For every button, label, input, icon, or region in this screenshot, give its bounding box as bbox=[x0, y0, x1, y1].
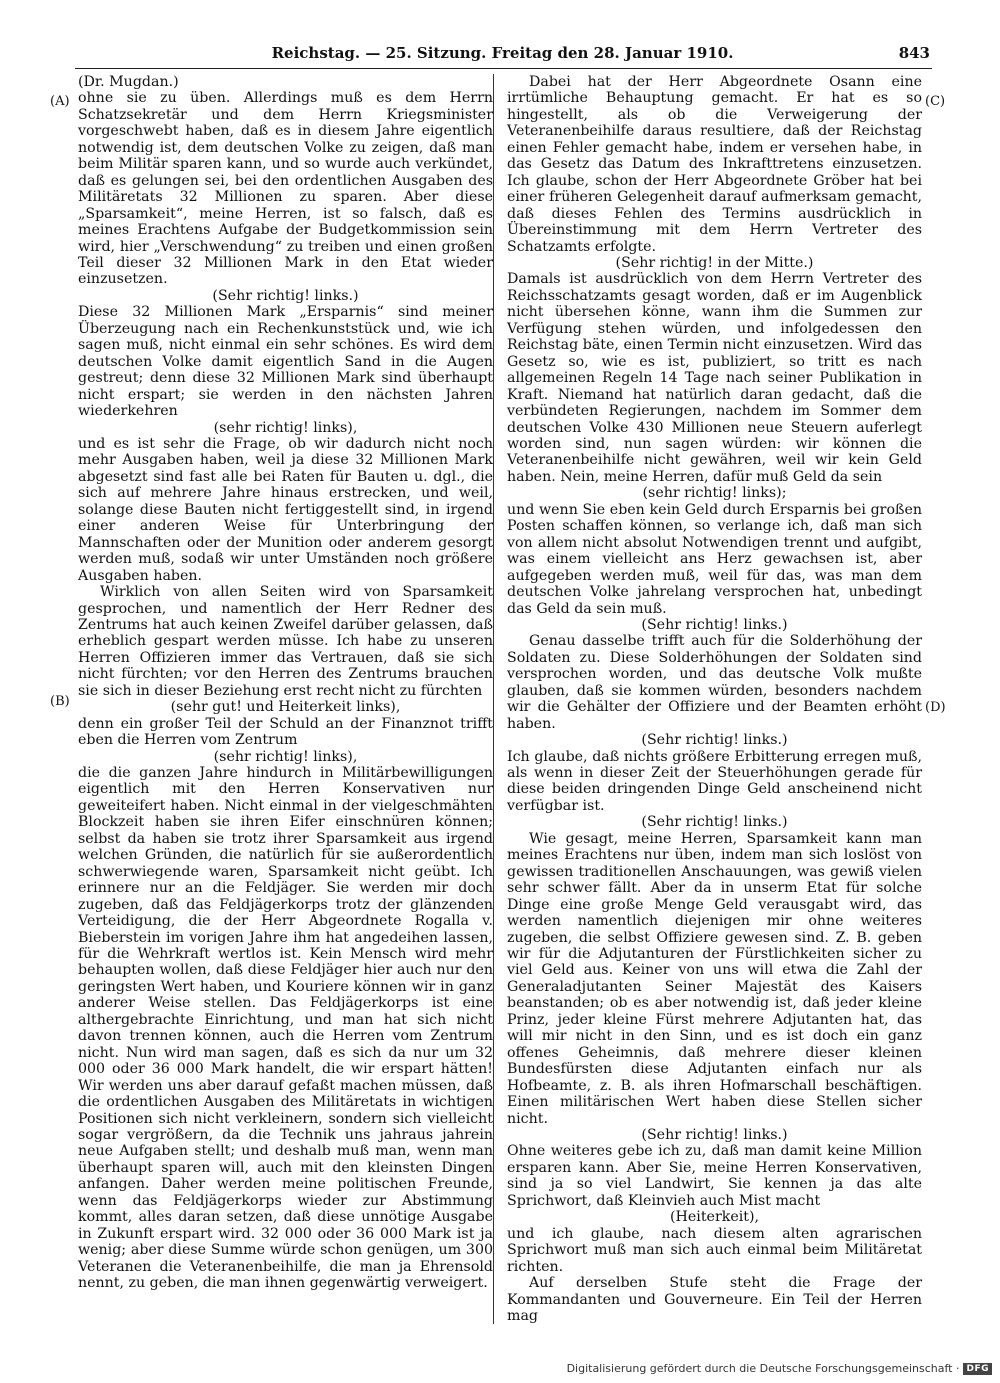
left-column bbox=[78, 74, 493, 1292]
paragraph: und es ist sehr die Frage, ob wir dadurch nicht noch mehr Ausgaben haben, weil ja diese 32 Millionen Mark abgesetzt sind fast alle bei Raten für Bauten u. dgl., die sich auf mehrere Jahre hinaus erstrecken, und weil, solange diese Bauten nicht fertiggestellt sind, in irgend einer anderen Weise für Unterbringung der Mannschaften oder der Munition oder anderem gesorgt werden muß, sodaß wir unter Umständen noch größere Ausgaben haben. bbox=[78, 435, 493, 584]
paragraph: die die ganzen Jahre hindurch in Militärbewilligungen eigentlich mit den Herren Konservativen nur geweiteifert haben. Nicht einmal in der vielgeschmähten Blockzeit haben sie ihren Eifer einschnüren können; selbst da haben sie trotz ihrer Sparsamkeit aus irgend welchen Gründen, die natürlich für sie außerordentlich schwerwiegende waren, Sparsamkeit nicht geübt. Ich erinnere nur an die Feldjäger. Sie werden mir doch zugeben, daß das Feldjägerkorps trotz der glänzenden Verteidigung, die der Herr Abgeordnete Rogalla v. Bieberstein im vorigen Jahre ihm hat angedeihen lassen, für die Wehrkraft wertlos ist. Kein Mensch wird mehr behaupten wollen, daß diese Feldjäger hier auch nur den geringsten Wert haben, und Kouriere können wir in ganz anderer Weise stellen. Das Feldjägerkorps ist eine althergebrachte Einrichtung, und man hat sich nicht davon trennen können, auch die Herren vom Zentrum nicht. Nun wird man sagen, daß es sich da nur um 32 000 oder 36 000 Mark handelt, die wir erspart hätten! Wir werden uns aber darauf gefaßt machen müssen, daß die ordentlichen Ausgaben des Militäretats in wichtigen Positionen sich nicht verkleinern, sondern sich vielleicht sogar vergrößern, da die Technik uns jahraus jahrein neue Aufgaben stellt; und deshalb muß man, wenn man überhaupt sparen will, auch mit den kleinsten Dingen anfangen. Daher werden meine politischen Freunde, wenn das Feldjägerkorps wieder zur Abstimmung kommt, alles daran setzen, daß diese unnötige Ausgabe in Zukunft erspart wird. 32 000 oder 36 000 Mark ist ja wenig; aber diese Summe würde schon genügen, um 300 Veteranen die Veteranenbeihilfe, die man ja Ehrensold nennt, zu geben, die man ihnen gegenwärtig verweigert. bbox=[78, 765, 493, 1292]
right-column bbox=[507, 74, 922, 1324]
margin-marker-a: (A) bbox=[50, 94, 70, 109]
paragraph: Ich glaube, daß nichts größere Erbitterung erregen muß, als wenn in dieser Zeit der Steuerhöhungen gerade für diese beiden dringenden Dinge Geld anscheinend nicht verfügbar ist. bbox=[507, 748, 922, 814]
interjection: (Sehr richtig! links.) bbox=[212, 287, 359, 304]
paragraph: Ohne weiteres gebe ich zu, daß man damit keine Million ersparen kann. Aber Sie, meine Herren Konservativen, sind ja so viel Landwirt, Sie kennen ja das alte Sprichwort, daß Kleinvieh auch Mist macht bbox=[507, 1143, 922, 1209]
page-number: 843 bbox=[898, 44, 930, 62]
interjection: (Sehr richtig! links.) bbox=[641, 616, 788, 633]
interjection: (Sehr richtig! links.) bbox=[641, 814, 788, 831]
interjection: (sehr richtig! links), bbox=[213, 748, 358, 765]
dfg-logo: DFG bbox=[963, 1363, 992, 1375]
margin-marker-b: (B) bbox=[50, 694, 70, 709]
margin-marker-d: (D) bbox=[925, 700, 946, 715]
paragraph: Diese 32 Millionen Mark „Ersparnis“ sind meiner Überzeugung nach ein Rechenkunststück und, wie ich sagen muß, nicht einmal ein sehr schönes. Es wird dem deutschen Volke damit eigentlich Sand in die Augen gestreut; denn diese 32 Millionen Mark sind überhaupt nicht erspart; sie werden in den nächsten Jahren wiederkehren bbox=[78, 304, 493, 420]
interjection: (sehr richtig! links), bbox=[213, 419, 358, 436]
paragraph: und wenn Sie eben kein Geld durch Ersparnis bei großen Posten schaffen können, so verlange ich, daß man sich von allem nicht absolut Notwendigen trennt und aufgibt, was einem vielleicht ans Herz gewachsen ist, aber aufgegeben werden muß, weil für das, was man dem deutschen Volke jahrelang versprochen hat, unbedingt das Geld da sein muß. bbox=[507, 501, 922, 617]
interjection: (Sehr richtig! links.) bbox=[641, 732, 788, 749]
paragraph: Wirklich von allen Seiten wird von Sparsamkeit gesprochen, und namentlich der Herr Redner des Zentrums hat auch keinen Zweifel darüber gelassen, daß erheblich gespart werden müsse. Ich habe zu unseren Herren Offizieren immer das Vertrauen, daß sie sich nicht fürchten; vor den Herren des Zentrums brauchen sie sich in dieser Beziehung erst recht nicht zu fürchten bbox=[78, 584, 493, 699]
column-divider bbox=[493, 74, 494, 1324]
paragraph: und ich glaube, nach diesem alten agrarischen Sprichwort muß man sich auch einmal beim Militäretat richten. bbox=[507, 1225, 922, 1275]
paragraph: Damals ist ausdrücklich von dem Herrn Vertreter des Reichsschatzamts gesagt worden, daß er im Augenblick nicht übersehen könne, wann ihm die Summen zur Verfügung stehen würden, und infolgedessen den Reichstag bäte, einen Termin nicht einzusetzen. Wird das Gesetz so, wie es ist, publiziert, so tritt es nach allgemeinen Regeln 14 Tage nach seiner Publikation in Kraft. Niemand hat natürlich daran gedacht, daß die verbündeten Regierungen, nachdem im Sommer dem deutschen Volke 430 Millionen neue Steuern auferlegt worden sind, nun sagen würden: wir können die Veteranenbeihilfe nicht gewähren, weil wir kein Geld haben. Nein, meine Herren, dafür muß Geld da sein bbox=[507, 271, 922, 485]
interjection: (Heiterkeit), bbox=[670, 1209, 759, 1226]
header-title: Reichstag. — 25. Sitzung. Freitag den 28. Januar 1910. bbox=[271, 44, 734, 62]
interjection: (sehr gut! und Heiterkeit links), bbox=[170, 699, 401, 716]
speaker-label: (Dr. Mugdan.) bbox=[78, 74, 179, 90]
footer bbox=[567, 1362, 992, 1375]
interjection: (sehr richtig! links); bbox=[642, 485, 787, 502]
paragraph: denn ein großer Teil der Schuld an der Finanznot trifft eben die Herren vom Zentrum bbox=[78, 715, 493, 749]
page-header bbox=[75, 42, 930, 68]
interjection: (Sehr richtig! links.) bbox=[641, 1127, 788, 1143]
paragraph: Auf derselben Stufe steht die Frage der Kommandanten und Gouverneure. Ein Teil der Herren mag bbox=[507, 1275, 922, 1324]
footer-text: Digitalisierung gefördert durch die Deutsche Forschungsgemeinschaft · bbox=[566, 1362, 960, 1375]
paragraph: Wie gesagt, meine Herren, Sparsamkeit kann man meines Erachtens nur üben, indem man sich loslöst von gewissen traditionellen Anschauungen, was gewiß vielen sehr schwer fällt. Aber da in unserm Etat für solche Dinge eine große Menge Geld verausgabt wird, das werden namentlich diejenigen mir ohne weiteres zugeben, die selbst Offiziere gewesen sind. Z. B. geben wir für die Adjutanturen der Fürstlichkeiten sicher zu viel Geld aus. Keiner von uns will etwa die Zahl der Generaladjutanten Seiner Majestät des Kaisers beanstanden; ob es aber notwendig ist, daß jeder kleine Prinz, jeder kleine Fürst mehrere Adjutanten hat, das will mir nicht in den Sinn, und es ist doch ein ganz offenes Geheimnis, daß mehrere dieser kleinen Bundesfürsten diese Adjutanten einfach nur als Hofbeamte, z. B. als ihren Hofmarschall beschäftigen. Einen militärischen Wert haben diese Stellen sicher nicht. bbox=[507, 830, 922, 1127]
margin-marker-c: (C) bbox=[925, 94, 946, 109]
paragraph: Dabei hat der Herr Abgeordnete Osann eine irrtümliche Behauptung gemacht. Er hat es so hingestellt, als ob die Verweigerung der Veteranenbeihilfe daraus resultiere, daß der Reichstag einen Fehler gemacht habe, indem er versehen habe, in das Gesetz das Datum des Inkrafttretens einzusetzen. Ich glaube, schon der Herr Abgeordnete Gröber hat bei einer früheren Gelegenheit darauf aufmerksam gemacht, daß dieses Fehlen des Termins ausdrücklich in Übereinstimmung mit dem Herrn Vertreter des Schatzamts erfolgte. bbox=[507, 74, 922, 255]
interjection: (Sehr richtig! in der Mitte.) bbox=[615, 254, 814, 271]
paragraph: ohne sie zu üben. Allerdings muß es dem Herrn Schatzsekretär und dem Herrn Kriegsminister vorgeschwebt haben, daß es in diesem Jahre eigentlich notwendig ist, dem deutschen Volke zu zeigen, daß man beim Militär sparen kann, und so wurde auch verkündet, daß es gelungen sei, bei den ordentlichen Ausgaben des Militäretats 32 Millionen zu sparen. Aber diese „Sparsamkeit“, meine Herren, ist so falsch, daß es meines Erachtens Aufgabe der Budgetkommission sein wird, hier „Verschwendung“ zu treiben und einen großen Teil dieser 32 Millionen Mark in den Etat wieder einzusetzen. bbox=[78, 90, 493, 288]
header-rule bbox=[75, 68, 932, 69]
paragraph: Genau dasselbe trifft auch für die Solderhöhung der Soldaten zu. Diese Solderhöhungen der Soldaten sind versprochen worden, und das deutsche Volk mußte glauben, daß sie kommen würden, besonders nachdem wir die Gehälter der Offiziere und der Beamten erhöht haben. bbox=[507, 633, 922, 732]
